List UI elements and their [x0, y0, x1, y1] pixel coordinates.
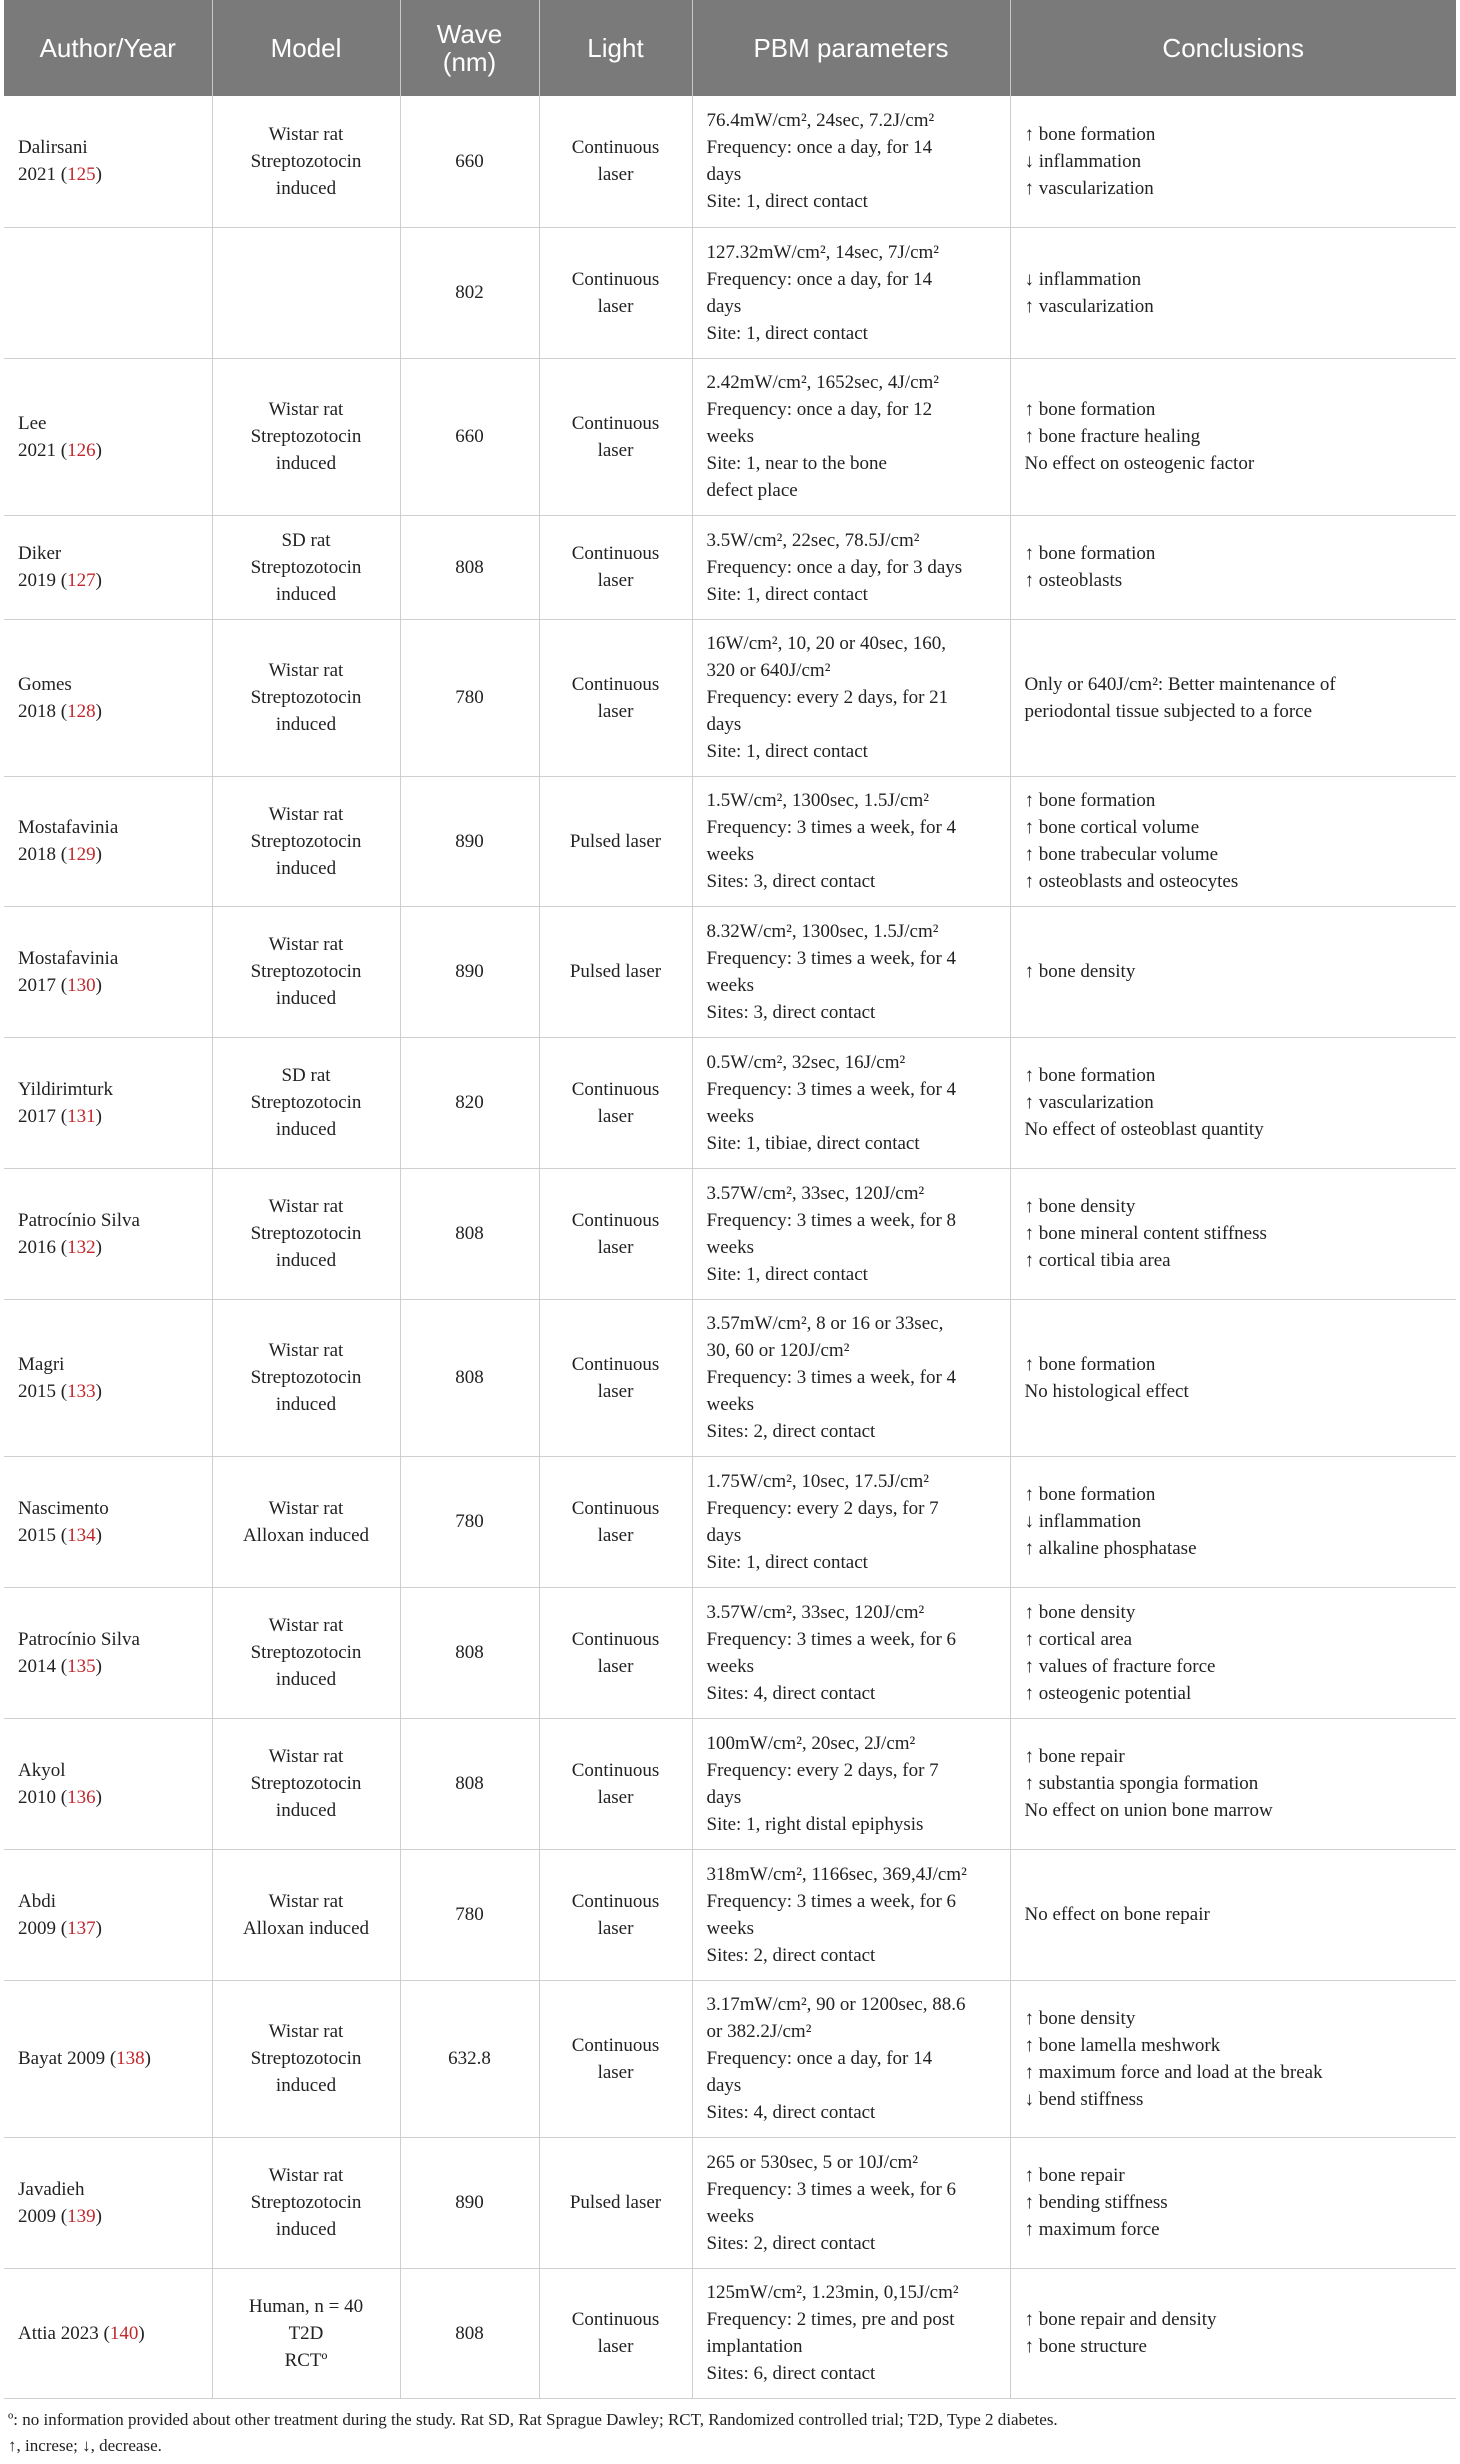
header-pbm-parameters: PBM parameters [692, 0, 1010, 96]
cell-conclusions: ↑ bone formation No histological effect [1010, 1299, 1456, 1456]
cell-light: Pulsed laser [539, 906, 692, 1037]
cell-light: Continuous laser [539, 1849, 692, 1980]
cell-author-year [4, 1587, 212, 1718]
cell-wave: 820 [400, 1037, 539, 1168]
author-year-close: ) [95, 974, 102, 996]
cell-author-year [4, 1456, 212, 1587]
cell-pbm-parameters: 3.57W/cm², 33sec, 120J/cm² Frequency: 3 times a week, for 6 weeks Sites: 4, direct contact [692, 1587, 1010, 1718]
cell-model: Wistar rat Streptozotocin induced [212, 2137, 400, 2268]
pbm-studies-table [4, 0, 1456, 2399]
cell-model: Wistar rat Streptozotocin induced [212, 1718, 400, 1849]
cell-light: Continuous laser [539, 1980, 692, 2137]
cell-author-year [4, 515, 212, 619]
cell-model: Wistar rat Streptozotocin induced [212, 1587, 400, 1718]
cell-pbm-parameters: 0.5W/cm², 32sec, 16J/cm² Frequency: 3 times a week, for 4 weeks Site: 1, tibiae, direct contact [692, 1037, 1010, 1168]
table-row [4, 358, 1456, 515]
cell-model: Wistar rat Streptozotocin induced [212, 906, 400, 1037]
cell-author-year [4, 1849, 212, 1980]
table-row [4, 2137, 1456, 2268]
reference-number[interactable]: 128 [67, 700, 96, 722]
cell-conclusions: ↑ bone formation ↑ vascularization No effect of osteoblast quantity [1010, 1037, 1456, 1168]
cell-conclusions: ↑ bone repair ↑ bending stiffness ↑ maximum force [1010, 2137, 1456, 2268]
header-model: Model [212, 0, 400, 96]
cell-model: Wistar rat Streptozotocin induced [212, 1980, 400, 2137]
cell-wave: 890 [400, 906, 539, 1037]
table-row [4, 1168, 1456, 1299]
author-year-text: Nascimento 2015 ( [18, 1497, 109, 1546]
reference-number[interactable]: 139 [67, 2205, 96, 2227]
cell-light: Continuous laser [539, 1587, 692, 1718]
author-year-close: ) [138, 2322, 145, 2344]
author-year-text: Magri 2015 ( [18, 1353, 68, 1402]
cell-model: Wistar rat Streptozotocin induced [212, 1299, 400, 1456]
cell-light: Continuous laser [539, 1037, 692, 1168]
table-row [4, 906, 1456, 1037]
cell-conclusions: ↑ bone formation ↑ bone fracture healing No effect on osteogenic factor [1010, 358, 1456, 515]
cell-pbm-parameters: 3.17mW/cm², 90 or 1200sec, 88.6 or 382.2J/cm² Frequency: once a day, for 14 days Sites: 4, direct contact [692, 1980, 1010, 2137]
cell-pbm-parameters: 1.75W/cm², 10sec, 17.5J/cm² Frequency: every 2 days, for 7 days Site: 1, direct contact [692, 1456, 1010, 1587]
reference-number[interactable]: 129 [67, 844, 96, 865]
footnote-arrows: ↑, increse; ↓, decrease. [8, 2436, 162, 2455]
cell-author-year [4, 906, 212, 1037]
cell-wave: 890 [400, 2137, 539, 2268]
author-year-text: Patrocínio Silva 2016 ( [18, 1209, 140, 1258]
author-year-close: ) [95, 1524, 102, 1546]
cell-conclusions: Only or 640J/cm²: Better maintenance of periodontal tissue subjected to a force [1010, 619, 1456, 776]
table-row [4, 1849, 1456, 1980]
footnote-abbreviations: º: no information provided about other treatment during the study. Rat SD, Rat Sprague Dawley; RCT, Randomized controlled trial; T2D, Type 2 diabetes. [8, 2410, 1058, 2429]
cell-pbm-parameters: 127.32mW/cm², 14sec, 7J/cm² Frequency: once a day, for 14 days Site: 1, direct contact [692, 227, 1010, 358]
cell-wave: 808 [400, 1587, 539, 1718]
author-year-close: ) [95, 164, 102, 186]
cell-wave: 808 [400, 1718, 539, 1849]
cell-wave: 780 [400, 1849, 539, 1980]
author-year-close: ) [95, 2205, 102, 2227]
cell-model: Wistar rat Streptozotocin induced [212, 96, 400, 227]
cell-wave: 802 [400, 227, 539, 358]
cell-wave: 808 [400, 1299, 539, 1456]
reference-number[interactable]: 135 [67, 1655, 96, 1677]
cell-pbm-parameters: 100mW/cm², 20sec, 2J/cm² Frequency: every 2 days, for 7 days Site: 1, right distal epiphysis [692, 1718, 1010, 1849]
author-year-text: Attia 2023 ( [18, 2322, 110, 2344]
cell-model: Wistar rat Streptozotocin induced [212, 619, 400, 776]
author-year-close: ) [95, 570, 102, 591]
cell-light: Continuous laser [539, 1718, 692, 1849]
cell-light: Pulsed laser [539, 2137, 692, 2268]
cell-model: Wistar rat Alloxan induced [212, 1456, 400, 1587]
reference-number[interactable]: 125 [67, 164, 96, 186]
reference-number[interactable]: 131 [67, 1105, 96, 1127]
cell-wave: 780 [400, 1456, 539, 1587]
cell-model: Wistar rat Streptozotocin induced [212, 1168, 400, 1299]
table-row [4, 227, 1456, 358]
cell-conclusions: ↓ inflammation ↑ vascularization [1010, 227, 1456, 358]
cell-pbm-parameters: 76.4mW/cm², 24sec, 7.2J/cm² Frequency: once a day, for 14 days Site: 1, direct contact [692, 96, 1010, 227]
cell-author-year [4, 1037, 212, 1168]
table-row [4, 1718, 1456, 1849]
header-conclusions: Conclusions [1010, 0, 1456, 96]
table-row [4, 1980, 1456, 2137]
cell-model: Wistar rat Streptozotocin induced [212, 358, 400, 515]
author-year-text: Mostafavinia 2017 ( [18, 947, 119, 996]
cell-light: Continuous laser [539, 1168, 692, 1299]
cell-author-year [4, 2268, 212, 2398]
reference-number[interactable]: 127 [67, 570, 96, 591]
author-year-text: Diker 2019 ( [18, 543, 68, 591]
cell-pbm-parameters: 318mW/cm², 1166sec, 369,4J/cm² Frequency: 3 times a week, for 6 weeks Sites: 2, direct contact [692, 1849, 1010, 1980]
author-year-text: Dalirsani 2021 ( [18, 137, 88, 186]
author-year-close: ) [95, 1105, 102, 1127]
table-row [4, 619, 1456, 776]
cell-pbm-parameters: 3.57W/cm², 33sec, 120J/cm² Frequency: 3 times a week, for 8 weeks Site: 1, direct contact [692, 1168, 1010, 1299]
cell-pbm-parameters: 1.5W/cm², 1300sec, 1.5J/cm² Frequency: 3 times a week, for 4 weeks Sites: 3, direct contact [692, 776, 1010, 906]
cell-light: Continuous laser [539, 2268, 692, 2398]
cell-pbm-parameters: 16W/cm², 10, 20 or 40sec, 160, 320 or 640J/cm² Frequency: every 2 days, for 21 days Site: 1, direct contact [692, 619, 1010, 776]
table-body [4, 96, 1456, 2398]
reference-number[interactable]: 138 [116, 2048, 145, 2069]
cell-pbm-parameters: 8.32W/cm², 1300sec, 1.5J/cm² Frequency: 3 times a week, for 4 weeks Sites: 3, direct contact [692, 906, 1010, 1037]
cell-model: Human, n = 40 T2D RCTº [212, 2268, 400, 2398]
cell-wave: 660 [400, 96, 539, 227]
author-year-close: ) [95, 1786, 102, 1808]
author-year-text: Javadieh 2009 ( [18, 2178, 85, 2227]
reference-number[interactable]: 133 [67, 1380, 96, 1402]
author-year-close: ) [144, 2048, 151, 2069]
author-year-text: Mostafavinia 2018 ( [18, 817, 119, 865]
cell-model: SD rat Streptozotocin induced [212, 1037, 400, 1168]
cell-author-year [4, 776, 212, 906]
cell-wave: 632.8 [400, 1980, 539, 2137]
cell-light: Continuous laser [539, 515, 692, 619]
author-year-close: ) [95, 439, 102, 461]
header-wave: Wave (nm) [400, 0, 539, 96]
reference-number[interactable]: 132 [67, 1236, 96, 1258]
reference-number[interactable]: 130 [67, 974, 96, 996]
cell-author-year [4, 1168, 212, 1299]
cell-wave: 660 [400, 358, 539, 515]
cell-wave: 808 [400, 1168, 539, 1299]
cell-pbm-parameters: 3.57mW/cm², 8 or 16 or 33sec, 30, 60 or 120J/cm² Frequency: 3 times a week, for 4 weeks Sites: 2, direct contact [692, 1299, 1010, 1456]
cell-conclusions: ↑ bone formation ↓ inflammation ↑ vascularization [1010, 96, 1456, 227]
cell-model: Wistar rat Streptozotocin induced [212, 776, 400, 906]
table-row [4, 515, 1456, 619]
table-row [4, 1299, 1456, 1456]
cell-light: Continuous laser [539, 1299, 692, 1456]
cell-wave: 808 [400, 515, 539, 619]
reference-number[interactable]: 126 [67, 439, 96, 461]
cell-light: Continuous laser [539, 358, 692, 515]
author-year-close: ) [95, 700, 102, 722]
cell-light: Continuous laser [539, 96, 692, 227]
cell-conclusions: ↑ bone density [1010, 906, 1456, 1037]
cell-author-year [4, 619, 212, 776]
cell-pbm-parameters: 3.5W/cm², 22sec, 78.5J/cm² Frequency: once a day, for 3 days Site: 1, direct contact [692, 515, 1010, 619]
cell-model [212, 227, 400, 358]
author-year-text: Akyol 2010 ( [18, 1759, 68, 1808]
author-year-text: Yildirimturk 2017 ( [18, 1078, 113, 1127]
author-year-text: Bayat 2009 ( [18, 2048, 117, 2069]
reference-number[interactable]: 134 [67, 1524, 96, 1546]
reference-number[interactable]: 137 [67, 1917, 96, 1939]
table-row [4, 1587, 1456, 1718]
cell-conclusions: No effect on bone repair [1010, 1849, 1456, 1980]
author-year-text: Lee 2021 ( [18, 412, 68, 461]
cell-pbm-parameters: 2.42mW/cm², 1652sec, 4J/cm² Frequency: once a day, for 12 weeks Site: 1, near to the bone defect place [692, 358, 1010, 515]
cell-author-year [4, 358, 212, 515]
author-year-text: Abdi 2009 ( [18, 1890, 68, 1939]
cell-wave: 780 [400, 619, 539, 776]
author-year-close: ) [95, 1380, 102, 1402]
cell-author-year [4, 1718, 212, 1849]
table-row [4, 1037, 1456, 1168]
cell-author-year [4, 1299, 212, 1456]
table-row [4, 1456, 1456, 1587]
cell-conclusions: ↑ bone formation ↑ bone cortical volume ↑ bone trabecular volume ↑ osteoblasts and osteocytes [1010, 776, 1456, 906]
cell-light: Continuous laser [539, 227, 692, 358]
table-header-row [4, 0, 1456, 96]
cell-pbm-parameters: 265 or 530sec, 5 or 10J/cm² Frequency: 3 times a week, for 6 weeks Sites: 2, direct contact [692, 2137, 1010, 2268]
header-light: Light [539, 0, 692, 96]
cell-author-year [4, 2137, 212, 2268]
author-year-text: Gomes 2018 ( [18, 673, 72, 722]
cell-model: Wistar rat Alloxan induced [212, 1849, 400, 1980]
table-row [4, 2268, 1456, 2398]
cell-model: SD rat Streptozotocin induced [212, 515, 400, 619]
cell-light: Continuous laser [539, 619, 692, 776]
table-row [4, 776, 1456, 906]
cell-author-year [4, 227, 212, 358]
cell-conclusions: ↑ bone formation ↑ osteoblasts [1010, 515, 1456, 619]
cell-wave: 808 [400, 2268, 539, 2398]
cell-conclusions: ↑ bone repair and density ↑ bone structure [1010, 2268, 1456, 2398]
cell-author-year [4, 1980, 212, 2137]
cell-conclusions: ↑ bone density ↑ cortical area ↑ values of fracture force ↑ osteogenic potential [1010, 1587, 1456, 1718]
reference-number[interactable]: 140 [109, 2322, 139, 2344]
table-row [4, 96, 1456, 227]
cell-light: Pulsed laser [539, 776, 692, 906]
cell-light: Continuous laser [539, 1456, 692, 1587]
author-year-close: ) [95, 1236, 102, 1258]
header-author-year: Author/Year [4, 0, 212, 96]
author-year-close: ) [95, 1917, 102, 1939]
author-year-close: ) [95, 1655, 102, 1677]
author-year-text: Patrocínio Silva 2014 ( [18, 1628, 140, 1677]
cell-conclusions: ↑ bone repair ↑ substantia spongia formation No effect on union bone marrow [1010, 1718, 1456, 1849]
cell-conclusions: ↑ bone density ↑ bone lamella meshwork ↑ maximum force and load at the break ↓ bend stiffness [1010, 1980, 1456, 2137]
cell-author-year [4, 96, 212, 227]
author-year-close: ) [95, 844, 102, 865]
cell-pbm-parameters: 125mW/cm², 1.23min, 0,15J/cm² Frequency: 2 times, pre and post implantation Sites: 6, direct contact [692, 2268, 1010, 2398]
cell-wave: 890 [400, 776, 539, 906]
reference-number[interactable]: 136 [67, 1786, 96, 1808]
cell-conclusions: ↑ bone density ↑ bone mineral content stiffness ↑ cortical tibia area [1010, 1168, 1456, 1299]
cell-conclusions: ↑ bone formation ↓ inflammation ↑ alkaline phosphatase [1010, 1456, 1456, 1587]
